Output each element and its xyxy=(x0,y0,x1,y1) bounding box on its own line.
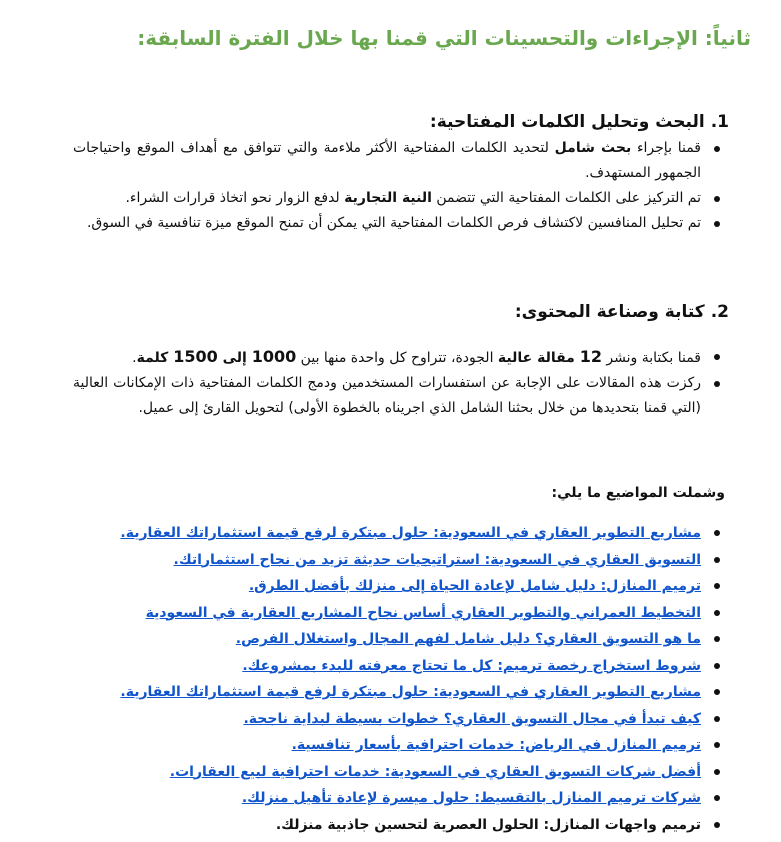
bold-phrase: بحث شامل xyxy=(554,140,632,156)
topic-item xyxy=(120,573,723,600)
topic-item xyxy=(120,732,723,759)
topic-item xyxy=(120,759,723,786)
topic-item xyxy=(120,547,723,574)
content-writing-list xyxy=(73,344,723,421)
list-item: ركزت هذه المقالات على الإجابة عن استفسارات المستخدمين ودمج الكلمات المفتاحية ذات الإمكانات العالية (التي قمنا بتحديدها من خلال بحثنا الشامل الذي اجريناه بالخطوة الأولى) لتحويل القارئ إلى عميل. xyxy=(73,371,723,421)
topic-link[interactable]: ما هو التسويق العقاري؟ دليل شامل لفهم المجال واستغلال الفرص. xyxy=(235,631,701,647)
topic-link[interactable]: شركات ترميم المنازل بالتقسيط: حلول ميسرة لإعادة تأهيل منزلك. xyxy=(241,790,701,806)
topic-link[interactable]: التخطيط العمراني والتطوير العقاري أساس نجاح المشاريع العقارية في السعودية xyxy=(145,604,701,621)
topic-item xyxy=(120,785,723,812)
topic-link[interactable]: ترميم المنازل: دليل شامل لإعادة الحياة إلى منزلك بأفضل الطرق. xyxy=(248,578,701,594)
topic-item xyxy=(120,600,723,627)
topic-text: ترميم واجهات المنازل: الحلول العصرية لتحسين جاذبية منزلك. xyxy=(275,816,701,833)
keyword-research-list xyxy=(73,136,723,236)
topic-item xyxy=(120,653,723,680)
topic-link[interactable]: مشاريع التطوير العقاري في السعودية: حلول مبتكرة لرفع قيمة استثماراتك العقارية. xyxy=(120,684,701,700)
topic-item xyxy=(120,706,723,733)
topics-intro: وشملت المواضيع ما يلي: xyxy=(551,485,725,501)
list-item: قمنا بإجراء بحث شامل لتحديد الكلمات المفتاحية الأكثر ملاءمة والتي تتوافق مع أهداف الموقع واحتياجات الجمهور المستهدف. xyxy=(73,136,723,186)
topic-link[interactable]: أفضل شركات التسويق العقاري في السعودية: خدمات احترافية لبيع العقارات. xyxy=(169,763,701,780)
topic-item xyxy=(120,812,723,839)
topic-link[interactable]: مشاريع التطوير العقاري في السعودية: حلول مبتكرة لرفع قيمة استثماراتك العقارية. xyxy=(120,525,701,541)
heading-text: كتابة وصناعة المحتوى: xyxy=(514,302,705,322)
topic-link[interactable]: كيف تبدأ في مجال التسويق العقاري؟ خطوات بسيطة لبداية ناجحة. xyxy=(243,710,701,727)
article-count: 12 xyxy=(579,347,602,366)
list-item: تم التركيز على الكلمات المفتاحية التي تتضمن النية التجارية لدفع الزوار نحو اتخاذ قرارات الشراء. xyxy=(73,186,723,211)
list-item: تم تحليل المنافسين لاكتشاف فرص الكلمات المفتاحية التي يمكن أن تمنح الموقع ميزة تنافسية في السوق. xyxy=(73,211,723,236)
heading-text: البحث وتحليل الكلمات المفتاحية: xyxy=(429,112,705,132)
topic-item xyxy=(120,626,723,653)
heading-content-writing xyxy=(515,302,729,322)
topic-item xyxy=(120,520,723,547)
list-item: قمنا بكتابة ونشر 12 مقالة عالية الجودة، تتراوح كل واحدة منها بين 1000 إلى 1500 كلمة. xyxy=(73,344,723,371)
topic-link[interactable]: التسويق العقاري في السعودية: استراتيجيات حديثة تزيد من نجاح استثماراتك. xyxy=(173,551,701,568)
topic-link[interactable]: شروط استخراج رخصة ترميم: كل ما تحتاج معرفته للبدء بمشروعك. xyxy=(242,657,701,674)
heading-keyword-research xyxy=(430,112,729,132)
topic-item xyxy=(120,679,723,706)
word-count-max: 1500 xyxy=(173,347,218,366)
section-title: ثانياً: الإجراءات والتحسينات التي قمنا بها خلال الفترة السابقة: xyxy=(137,26,751,50)
heading-number: 1. xyxy=(710,112,729,132)
heading-number: 2. xyxy=(710,302,729,322)
bold-phrase: النية التجارية xyxy=(344,190,432,206)
topic-link[interactable]: ترميم المنازل في الرياض: خدمات احترافية بأسعار تنافسية. xyxy=(291,737,701,753)
topics-list xyxy=(120,520,723,838)
word-count-min: 1000 xyxy=(251,347,297,366)
